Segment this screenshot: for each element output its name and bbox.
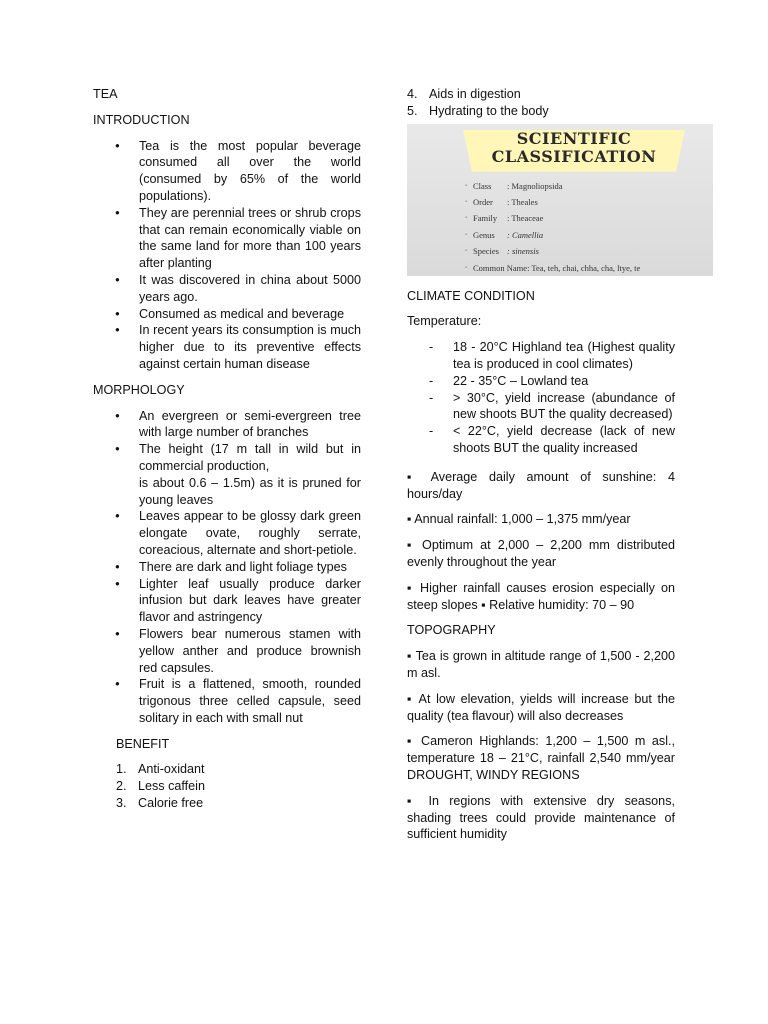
list-item-text: Hydrating to the body	[429, 103, 549, 118]
classification-title	[463, 130, 685, 166]
list-item	[116, 795, 361, 812]
list-item-text: Aids in digestion	[429, 87, 521, 101]
benefit-list	[116, 761, 361, 811]
classification-row	[465, 243, 640, 259]
list-item: ● Flowers bear numerous stamen with yellow anther and produce brownish red capsules.	[139, 626, 361, 676]
list-item: ● Fruit is a flattened, smooth, rounded trigonous three celled capsule, seed solitary in each with small nut	[139, 676, 361, 726]
list-item: ● In recent years its consumption is much higher due to its preventive effects against certain human disease	[139, 322, 361, 372]
list-item-line: is about 0.6 – 1.5m) as it is pruned for young leaves	[139, 475, 361, 507]
list-item	[407, 103, 675, 120]
climate-heading: CLIMATE CONDITION	[407, 288, 535, 303]
climate-paragraph: ▪ Average daily amount of sunshine: 4 hours/day	[407, 469, 675, 501]
list-item	[407, 86, 675, 103]
classification-row	[465, 260, 640, 276]
left-column	[93, 86, 361, 812]
row-value: : Theaceae	[507, 213, 544, 224]
list-item-text: Anti-oxidant	[138, 762, 205, 777]
morphology-list	[93, 408, 361, 727]
classification-row	[465, 194, 640, 210]
classification-row	[465, 210, 640, 226]
list-item: ● Lighter leaf usually produce darker infusion but dark leaves have greater flavor and astringency	[139, 576, 361, 626]
temperature-label: Temperature:	[407, 314, 482, 329]
scientific-classification-image	[407, 124, 713, 276]
classification-row	[465, 227, 640, 243]
introduction-heading: INTRODUCTION	[93, 112, 190, 127]
row-value: : Magnoliopsida	[507, 180, 563, 191]
list-number: 2.	[116, 779, 127, 794]
list-number: 5.	[407, 103, 418, 118]
benefit-list-continued	[407, 86, 675, 120]
row-key: Species	[473, 246, 499, 257]
topography-paragraph: ▪ In regions with extensive dry seasons, shading trees could provide maintenance of sufficient humidity	[407, 793, 675, 842]
climate-paragraph: ▪ Annual rainfall: 1,000 – 1,375 mm/year	[407, 512, 631, 527]
morphology-heading: MORPHOLOGY	[93, 382, 185, 397]
document-title: TEA	[93, 87, 118, 101]
row-key: Common Name	[473, 262, 528, 273]
climate-paragraph: ▪ Higher rainfall causes erosion especially on steep slopes ▪ Relative humidity: 70 – 90	[407, 580, 675, 612]
list-item	[139, 441, 361, 508]
topography-paragraph: ▪ At low elevation, yields will increase but the quality (tea flavour) will also decreases	[407, 691, 675, 723]
title-line: CLASSIFICATION	[491, 146, 657, 166]
benefit-section	[93, 736, 361, 812]
row-key: Genus	[473, 229, 495, 240]
row-value: : sinensis	[507, 246, 539, 257]
list-item-line: The height (17 m tall in wild but in commercial production,	[139, 442, 361, 473]
list-item: - 22 - 35°C – Lowland tea	[453, 373, 675, 390]
list-item: ● An evergreen or semi-evergreen tree with large number of branches	[139, 408, 361, 442]
topography-paragraph: ▪ Tea is grown in altitude range of 1,500 - 2,200 m asl.	[407, 649, 675, 680]
list-number: 4.	[407, 87, 418, 101]
list-item: - 18 - 20°C Highland tea (Highest quality tea is produced in cool climates)	[453, 339, 675, 373]
row-key: Class	[473, 180, 492, 191]
list-number: 3.	[116, 796, 127, 811]
climate-paragraph: ▪ Optimum at 2,000 – 2,200 mm distributed evenly throughout the year	[407, 538, 675, 569]
right-column	[407, 86, 675, 852]
list-item	[116, 778, 361, 795]
row-key: Order	[473, 197, 493, 207]
classification-rows	[465, 178, 640, 276]
list-item: ● Tea is the most popular beverage consumed all over the world (consumed by 65% of the world populations).	[139, 138, 361, 205]
list-item: ● They are perennial trees or shrub crops that can remain economically viable on the same land for more than 100 years after planting	[139, 205, 361, 272]
list-item: ● Leaves appear to be glossy dark green elongate ovate, roughly serrate, coreacious, alternate and short-petiole.	[139, 508, 361, 558]
row-key: Family	[473, 213, 498, 224]
row-value: : Tea, teh, chai, chha, cha, ltye, te	[527, 262, 641, 273]
list-item: - > 30°C, yield increase (abundance of new shoots BUT the quality decreased)	[453, 390, 675, 424]
list-item-text: Less caffein	[138, 779, 205, 794]
list-item: ● Consumed as medical and beverage	[139, 306, 361, 323]
benefit-heading: BENEFIT	[116, 736, 170, 751]
list-item: ● It was discovered in china about 5000 years ago.	[139, 272, 361, 306]
list-item-text: Calorie free	[138, 796, 204, 811]
row-value: : Theales	[507, 197, 538, 207]
list-number: 1.	[116, 762, 127, 777]
topography-paragraph: ▪ Cameron Highlands: 1,200 – 1,500 m asl., temperature 18 – 21°C, rainfall 2,540 mm/year DROUGHT, WINDY REGIONS	[407, 734, 675, 782]
list-item: ● There are dark and light foliage types	[139, 559, 361, 576]
classification-row	[465, 178, 640, 194]
list-item: - < 22°C, yield decrease (lack of new shoots BUT the quality increased	[453, 423, 675, 457]
list-item	[116, 761, 361, 778]
topography-heading: TOPOGRAPHY	[407, 623, 496, 638]
temperature-list	[407, 339, 675, 457]
title-line: SCIENTIFIC	[516, 128, 632, 148]
introduction-list	[93, 138, 361, 373]
row-value: : Camellia	[507, 229, 544, 240]
